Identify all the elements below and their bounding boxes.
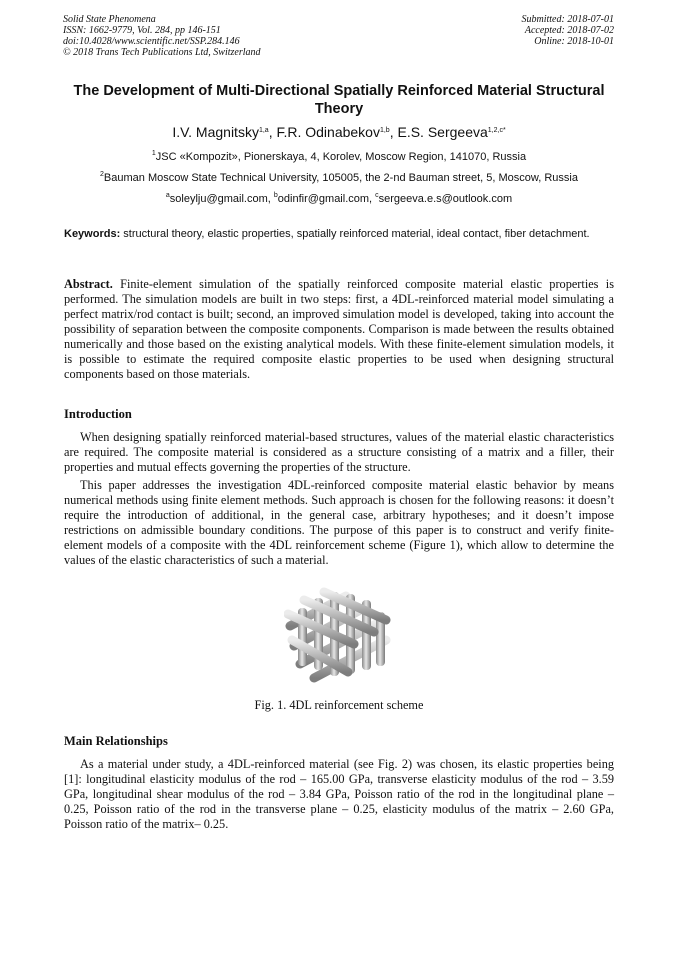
email-link[interactable]: soleylju@gmail.com: [169, 193, 268, 205]
publication-dates: [522, 14, 615, 47]
affiliation-2: $^2$Bauman Moscow State Technical University, 105005, the 2-nd Bauman street, 5, Moscow, Russia: [100, 171, 578, 184]
abstract-text: Finite-element simulation of the spatially reinforced composite material elastic properties is performed. The simulation models are built in two steps: first, a 4DL-reinforced material model simulating a perfect matrix/rod contact is built; second, an improved simulation model is developed, taking into account the possibility of separation between the composite components. Comparison is made between the results obtained numerically and those based on the existing analytical models. With these finite-element simulation models, it is possible to estimate the required composite elastic properties to be used when designing structural components based on those materials.: [64, 277, 614, 381]
doi: doi:10.4028/www.scientific.net/SSP.284.146: [63, 36, 240, 47]
keywords: [64, 227, 614, 241]
journal-name: Solid State Phenomena: [63, 14, 156, 25]
keywords-label: Keywords:: [64, 228, 121, 240]
intro-paragraph-2: This paper addresses the investigation 4DL-reinforced composite material elastic behavior by means numerical methods using finite element methods. Such approach is chosen for the following reasons: it doesn’t require the introduction of additional, in the general case, arbitrary hypotheses; and it doesn’t impose restrictions on admissible boundary conditions. The purpose of this paper is to construct and verify finite-element models of a composite with the 4DL reinforcement scheme (Figure 1), which allow to determine the values of the elastic characteristics of such a material.: [64, 478, 614, 567]
copyright: © 2018 Trans Tech Publications Ltd, Switzerland: [63, 47, 261, 58]
section-heading-introduction: Introduction: [64, 407, 132, 421]
abstract: [64, 277, 614, 382]
email-link[interactable]: sergeeva.e.s@outlook.com: [378, 193, 513, 205]
email-link[interactable]: odinfir@gmail.com: [277, 193, 370, 205]
main-relationships-paragraph: As a material under study, a 4DL-reinforced material (see Fig. 2) was chosen, its elastic properties being [1]: longitudinal elasticity modulus of the rod – 165.00 GPa, transverse elasticity modulus of the rod – 3.59 GPa, longitudinal shear modulus of the rod – 3.84 GPa, Poisson ratio of the rod in the longitudinal plane – 0.25, Poisson ratio of the rod in the transverse plane – 0.25, elasticity modulus of the matrix – 2.60 GPa, Poisson ratio of the matrix– 0.25.: [64, 757, 614, 831]
author: I.V. Magnitsky$^{1,a}$,: [172, 124, 277, 140]
abstract-label: Abstract.: [64, 277, 113, 291]
online-date: Online: 2018-10-01: [534, 36, 614, 47]
submitted-date: Submitted: 2018-07-01: [521, 14, 614, 25]
author: E.S. Sergeeva$^{1,2,c*}$: [397, 124, 506, 140]
journal-info: [63, 14, 261, 58]
paper-title: The Development of Multi-Directional Spatially Reinforced Material Structural Theory: [73, 83, 605, 117]
reinforcement-scheme-illustration: [284, 584, 392, 686]
figure-caption: Fig. 1. 4DL reinforcement scheme: [254, 698, 424, 712]
author: F.R. Odinabekov$^{1,b}$,: [276, 124, 398, 140]
section-heading-main-relationships: Main Relationships: [64, 734, 168, 748]
accepted-date: Accepted: 2018-07-02: [524, 25, 614, 36]
intro-paragraph-1: When designing spatially reinforced material-based structures, values of the material elastic characteristics are required. The composite material is considered as a structure consisting of a matrix and a filler, their properties and mutual effects governing the properties of the structure.: [64, 430, 614, 474]
keywords-text: structural theory, elastic properties, spatially reinforced material, ideal contact, fiber detachment.: [120, 228, 590, 240]
affiliation-1: $^1$JSC «Kompozit», Pionerskaya, 4, Korolev, Moscow Region, 141070, Russia: [151, 150, 527, 163]
author-list: [64, 123, 614, 141]
issn: ISSN: 1662-9779, Vol. 284, pp 146-151: [63, 25, 221, 36]
email-list: $^a$soleylju@gmail.com, $^b$odinfir@gmail.com, $^c$sergeeva.e.s@outlook.com: [165, 192, 513, 205]
reinforcement-scheme-svg: [284, 584, 392, 686]
